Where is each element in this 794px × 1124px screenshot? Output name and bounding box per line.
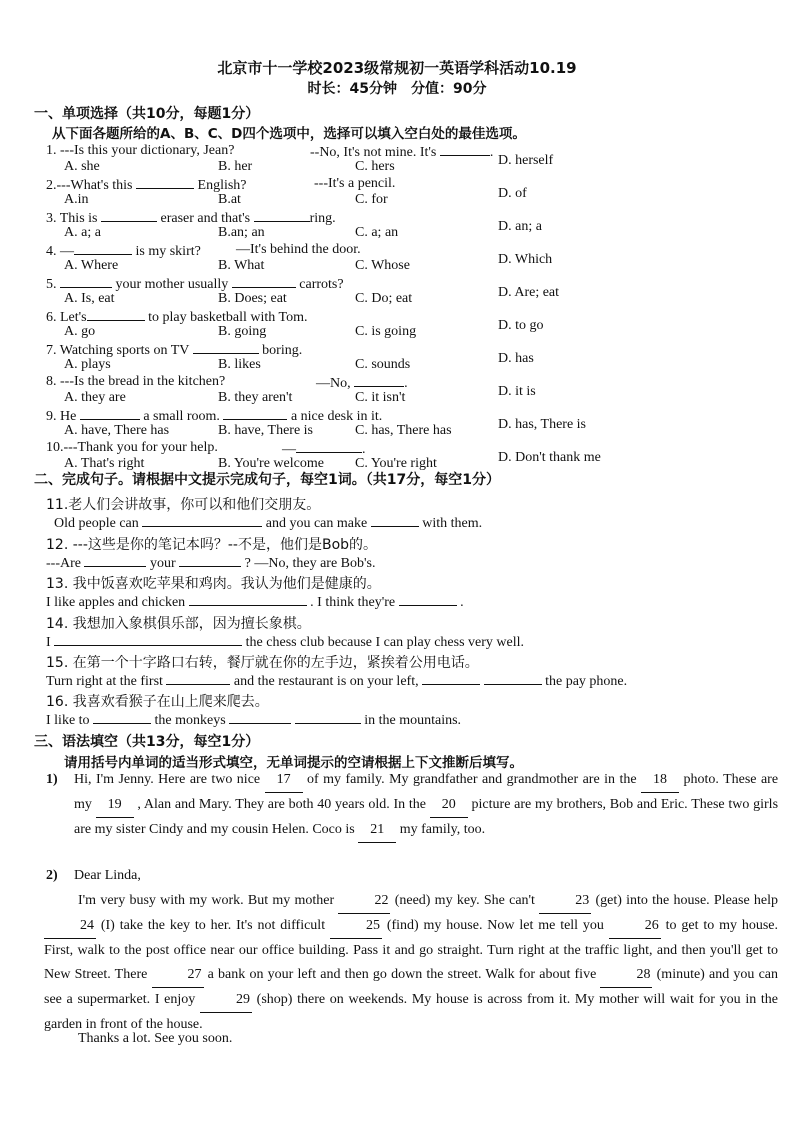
stem-text: 6. Let's — [46, 310, 87, 325]
passage-text: (need) my key. She can't — [394, 893, 535, 908]
sentence-text: ? —No, they are Bob's. — [244, 556, 376, 571]
chinese-prompt: 16. 我喜欢看猴子在山上爬来爬去。 — [46, 694, 269, 710]
option-d[interactable]: D. Don't thank me — [498, 450, 601, 465]
sentence-text: Turn right at the first — [46, 674, 163, 689]
chinese-prompt: 11.老人们会讲故事，你可以和他们交朋友。 — [46, 497, 321, 513]
option-c[interactable]: C. You're right — [355, 456, 437, 471]
option-b[interactable]: B. Does; eat — [218, 291, 287, 306]
option-a[interactable]: A. have, There has — [64, 423, 170, 438]
english-sentence — [46, 633, 524, 651]
passage1 — [74, 768, 778, 843]
stem-text: 7. Watching sports on TV — [46, 343, 193, 358]
answer-blank[interactable] — [354, 374, 404, 387]
passage-text: (find) my house. Now let me tell you — [386, 918, 604, 933]
option-c[interactable]: C. Do; eat — [355, 291, 413, 306]
sentence-text: . — [460, 595, 464, 610]
numbered-blank-20[interactable]: 20 — [430, 793, 468, 818]
stem-text: your mother usually — [112, 277, 232, 292]
numbered-blank-24[interactable]: 24 — [44, 914, 96, 939]
answer-blank[interactable] — [399, 593, 457, 606]
answer-blank[interactable] — [484, 672, 542, 685]
answer-blank[interactable] — [422, 672, 480, 685]
english-sentence — [46, 593, 464, 611]
stem-text: —No, — [316, 376, 355, 391]
answer-blank[interactable] — [142, 514, 262, 527]
option-b[interactable]: B. You're welcome — [218, 456, 324, 471]
sentence-text: the monkeys — [154, 713, 226, 728]
text-segment: . — [404, 376, 408, 391]
exam-title: 北京市十一学校2023级常规初一英语学科活动10.19 — [217, 59, 577, 77]
chinese-prompt: 13. 我中饭喜欢吃苹果和鸡肉。我认为他们是健康的。 — [46, 576, 381, 592]
option-a[interactable]: A.in — [64, 192, 89, 207]
sentence-text: in the mountains. — [364, 713, 462, 728]
stem-text: --No, It's not mine. It's — [310, 145, 437, 160]
option-d[interactable]: D. to go — [498, 318, 544, 333]
sentence-text: I — [46, 635, 51, 650]
answer-blank[interactable] — [295, 711, 361, 724]
option-d[interactable]: D. herself — [498, 153, 554, 168]
english-sentence — [46, 672, 627, 690]
numbered-blank-19[interactable]: 19 — [96, 793, 134, 818]
numbered-blank-27[interactable]: 27 — [152, 963, 204, 988]
option-d[interactable]: D. it is — [498, 384, 536, 399]
numbered-blank-25[interactable]: 25 — [330, 914, 382, 939]
option-a[interactable]: A. Is, eat — [64, 291, 115, 306]
stem-text: — — [282, 442, 296, 457]
answer-blank[interactable] — [101, 209, 157, 222]
stem-text: ---It's a pencil. — [314, 176, 396, 191]
numbered-blank-21[interactable]: 21 — [358, 818, 396, 843]
english-sentence — [46, 554, 375, 572]
sentence-text: I like to — [46, 713, 90, 728]
numbered-blank-28[interactable]: 28 — [600, 963, 652, 988]
option-c[interactable]: C. hers — [355, 159, 395, 174]
option-b[interactable]: B. her — [218, 159, 253, 174]
answer-blank[interactable] — [87, 308, 145, 321]
passage-text: to get to my house. First, walk to the post office near our office building. Pass it and go straight. Turn right at the traffic light, and then you'll get to New Street. There — [44, 918, 779, 982]
answer-blank[interactable] — [136, 176, 194, 189]
stem-text: 8. ---Is the bread in the kitchen? — [46, 374, 226, 389]
question-stem — [46, 374, 225, 390]
answer-blank[interactable] — [232, 275, 296, 288]
letter-closing: Thanks a lot. See you soon. — [78, 1031, 233, 1046]
option-a[interactable]: A. they are — [64, 390, 126, 405]
sentence-text: and you can make — [265, 516, 368, 531]
answer-blank[interactable] — [296, 440, 362, 453]
option-c[interactable]: C. a; an — [355, 225, 399, 240]
answer-blank[interactable] — [166, 672, 230, 685]
passage2 — [44, 889, 778, 1037]
passage-text: I'm very busy with my work. But my mother — [78, 893, 335, 908]
answer-blank[interactable] — [80, 407, 140, 420]
answer-blank[interactable] — [229, 711, 291, 724]
sentence-text: with them. — [422, 516, 483, 531]
sentence-text: the chess club because I can play chess very well. — [245, 635, 525, 650]
option-c[interactable]: C. is going — [355, 324, 417, 339]
option-b[interactable]: B.at — [218, 192, 241, 207]
letter-greeting: Dear Linda, — [74, 868, 141, 883]
sentence-text: Old people can — [54, 516, 139, 531]
passage2-label: 2) — [46, 868, 58, 883]
option-b[interactable]: B. likes — [218, 357, 261, 372]
stem-text: 1. ---Is this your dictionary, Jean? — [46, 143, 235, 158]
passage-text: (shop) there on weekends. My house is across from it. My mother will wait for you in the garden in front of the house. — [44, 992, 778, 1032]
option-c[interactable]: C. for — [355, 192, 388, 207]
option-c[interactable]: C. sounds — [355, 357, 411, 372]
stem-text: a nice desk in it. — [287, 409, 383, 424]
stem-text: a small room. — [139, 409, 224, 424]
section1-heading: 一、单项选择（共10分，每题1分） — [34, 106, 260, 122]
stem-right — [236, 242, 361, 258]
option-a[interactable]: A. plays — [64, 357, 111, 372]
stem-text: is my skirt? — [132, 244, 201, 259]
stem-text: —It's behind the door. — [236, 242, 361, 257]
passage-text: picture are my brothers, Bob and Eric. These two girls are my sister Cindy and my cousin Helen. Coco is — [74, 797, 779, 837]
option-c[interactable]: C. Whose — [355, 258, 410, 273]
text-segment: . — [489, 145, 494, 160]
answer-blank[interactable] — [254, 209, 310, 222]
passage-text: (minute) and you can see a supermarket. I enjoy — [44, 967, 779, 1007]
answer-blank[interactable] — [193, 341, 259, 354]
stem-text: 4. — — [46, 244, 74, 259]
option-b[interactable]: B. they aren't — [218, 390, 293, 405]
stem-text: boring. — [258, 343, 303, 358]
section3-heading: 三、语法填空（共13分，每空1分） — [34, 734, 260, 750]
sentence-text: ---Are — [46, 556, 81, 571]
section1-instruction: 从下面各题所给的A、B、C、D四个选项中，选择可以填入空白处的最佳选项。 — [52, 126, 526, 142]
chinese-prompt: 15. 在第一个十字路口右转，餐厅就在你的左手边，紧挨着公用电话。 — [46, 655, 479, 671]
passage-text: of my family. My grandfather and grandmother are in the — [307, 772, 637, 787]
passage-text: Hi, I'm Jenny. Here are two nice — [74, 772, 261, 787]
sentence-text: the pay phone. — [545, 674, 628, 689]
option-d[interactable]: D. Which — [498, 252, 553, 267]
english-sentence — [54, 514, 482, 532]
option-d[interactable]: D. has, There is — [498, 417, 586, 432]
sentence-text: and the restaurant is on your left, — [233, 674, 419, 689]
question-stem — [46, 143, 234, 159]
answer-blank[interactable] — [189, 593, 307, 606]
option-a[interactable]: A. go — [64, 324, 96, 339]
option-b[interactable]: B. have, There is — [218, 423, 313, 438]
section2-heading: 二、完成句子。请根据中文提示完成句子，每空1词。（共17分，每空1分） — [34, 472, 500, 488]
option-b[interactable]: B. going — [218, 324, 267, 339]
section3-instruction: 请用括号内单词的适当形式填空，无单词提示的空请根据上下文推断后填写。 — [64, 755, 523, 771]
passage1-label: 1) — [46, 772, 58, 787]
numbered-blank-23[interactable]: 23 — [539, 889, 591, 914]
stem-text: 9. He — [46, 409, 80, 424]
option-a[interactable]: A. Where — [64, 258, 119, 273]
stem-right — [310, 143, 493, 161]
passage-text: (I) take the key to her. It's not difficult — [100, 918, 326, 933]
option-a[interactable]: A. a; a — [64, 225, 101, 240]
answer-blank[interactable] — [371, 514, 419, 527]
stem-text: carrots? — [295, 277, 344, 292]
numbered-blank-18[interactable]: 18 — [641, 768, 679, 793]
stem-text: 5. — [46, 277, 60, 292]
exam-subtitle: 时长：45分钟 分值：90分 — [307, 81, 487, 97]
passage-text: a bank on your left and then go down the street. Walk for about five — [207, 967, 597, 982]
option-d[interactable]: D. has — [498, 351, 534, 366]
stem-text: English? — [194, 178, 247, 193]
sentence-text: your — [149, 556, 176, 571]
stem-text: ring. — [309, 211, 336, 226]
option-d[interactable]: D. Are; eat — [498, 285, 560, 300]
option-c[interactable]: C. has, There has — [355, 423, 452, 438]
english-sentence — [46, 711, 461, 729]
option-d[interactable]: D. an; a — [498, 219, 542, 234]
answer-blank[interactable] — [223, 407, 287, 420]
answer-blank[interactable] — [179, 554, 241, 567]
answer-blank[interactable] — [54, 633, 242, 646]
option-b[interactable]: B.an; an — [218, 225, 265, 240]
stem-right — [314, 176, 395, 192]
stem-text: 10.---Thank you for your help. — [46, 440, 218, 455]
numbered-blank-17[interactable]: 17 — [265, 768, 303, 793]
passage-text: , Alan and Mary. They are both 40 years old. In the — [137, 797, 427, 812]
numbered-blank-26[interactable]: 26 — [609, 914, 661, 939]
sentence-text: . I think they're — [310, 595, 396, 610]
answer-blank[interactable] — [440, 143, 490, 156]
stem-text: 2.---What's this — [46, 178, 137, 193]
option-b[interactable]: B. What — [218, 258, 265, 273]
numbered-blank-22[interactable]: 22 — [338, 889, 390, 914]
passage-text: (get) into the house. Please help — [595, 893, 779, 908]
stem-text: to play basketball with Tom. — [144, 310, 308, 325]
stem-text: eraser and that's — [156, 211, 254, 226]
answer-blank[interactable] — [84, 554, 146, 567]
option-a[interactable]: A. That's right — [64, 456, 145, 471]
stem-text: 3. This is — [46, 211, 101, 226]
numbered-blank-29[interactable]: 29 — [200, 988, 252, 1013]
option-d[interactable]: D. of — [498, 186, 527, 201]
sentence-text: I like apples and chicken — [46, 595, 186, 610]
option-a[interactable]: A. she — [64, 159, 100, 174]
answer-blank[interactable] — [60, 275, 112, 288]
answer-blank[interactable] — [93, 711, 151, 724]
passage-text: photo. These are my — [74, 772, 779, 812]
chinese-prompt: 14. 我想加入象棋俱乐部，因为擅长象棋。 — [46, 616, 311, 632]
question-stem — [46, 440, 218, 456]
chinese-prompt: 12. ---这些是你的笔记本吗？--不是，他们是Bob的。 — [46, 537, 378, 553]
option-c[interactable]: C. it isn't — [355, 390, 406, 405]
text-segment: . — [362, 442, 366, 457]
passage-text: my family, too. — [399, 822, 486, 837]
answer-blank[interactable] — [74, 242, 132, 255]
